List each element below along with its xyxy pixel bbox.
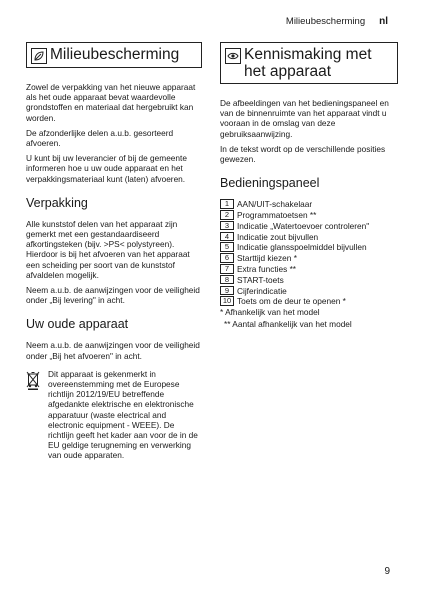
right-column — [220, 42, 398, 330]
footnote-model: * Afhankelijk van het model — [220, 307, 320, 318]
item-number: 5 — [220, 242, 234, 252]
right-section-title: Kennismaking met het apparaat — [244, 46, 372, 80]
crossed-out-wheelie-bin-icon — [26, 370, 40, 466]
old-appliance-paragraph: Neem a.u.b. de aanwijzingen voor de veiligheid onder „Bij het afvoeren" in acht. — [26, 340, 200, 361]
list-item — [220, 296, 398, 306]
packaging-paragraph: Neem a.u.b. de aanwijzingen voor de veiligheid onder „Bij levering" in acht. — [26, 285, 200, 306]
list-item — [220, 221, 398, 231]
list-item — [220, 275, 398, 285]
header-section: Milieubescherming — [285, 16, 366, 27]
weee-paragraph: Dit apparaat is gekenmerkt in overeenstemming met de Europese richtlijn 2012/19/EU betreffende afgedankte elektrische en elektronische apparatuur (waste electrical and electronic equipment - WEEE). De richtlijn geeft het kader aan voor de in de EU geldige terugneming en verwerking van oude apparaten. — [48, 368, 198, 461]
item-number: 6 — [220, 253, 234, 263]
list-item — [220, 264, 398, 274]
item-number: 8 — [220, 275, 234, 285]
item-number: 9 — [220, 286, 234, 296]
item-number: 3 — [220, 221, 234, 231]
eye-icon — [225, 48, 241, 64]
item-label: Cijferindicatie — [237, 285, 287, 296]
list-item — [220, 253, 398, 263]
page-number: 9 — [384, 566, 390, 577]
list-item — [220, 286, 398, 296]
item-label: Starttijd kiezen * — [237, 253, 297, 264]
list-item — [220, 199, 398, 209]
item-label: Indicatie glansspoelmiddel bijvullen — [237, 242, 367, 253]
item-number: 7 — [220, 264, 234, 274]
footnote-count: ** Aantal afhankelijk van het model — [224, 319, 352, 330]
item-number: 1 — [220, 199, 234, 209]
left-section-title: Milieubescherming — [50, 46, 180, 63]
list-item — [220, 232, 398, 242]
item-label: Indicatie „Watertoevoer controleren" — [237, 220, 370, 231]
item-number: 2 — [220, 210, 234, 220]
item-number: 4 — [220, 232, 234, 242]
right-heading-box — [220, 42, 398, 84]
item-label: Extra functies ** — [237, 264, 297, 274]
left-intro-paragraph: U kunt bij uw leverancier of bij de gemeente informeren hoe u uw oude apparaat en het verpakkingsmateriaal kunt (laten) afvoeren. — [26, 153, 187, 184]
item-label: Programmatoetsen ** — [237, 210, 317, 221]
left-intro-paragraph: Zowel de verpakking van het nieuwe apparaat als het oude apparaat bevat waardevolle grondstoffen en materiaal dat hergebruikt kan worden. — [26, 82, 196, 123]
item-label: Indicatie zout bijvullen — [237, 231, 319, 242]
running-header — [286, 16, 388, 27]
header-language: nl — [379, 16, 388, 27]
left-column — [26, 42, 202, 466]
weee-notice — [26, 369, 202, 466]
item-label: START-toets — [237, 274, 284, 285]
item-label: AAN/UIT-schakelaar — [237, 199, 313, 210]
right-intro-paragraph: De afbeeldingen van het bedieningspaneel en van de binnenruimte van het apparaat vindt u vooraan in de omslag van deze gebruiksaanwijzing. — [220, 98, 389, 139]
packaging-heading: Verpakking — [26, 195, 88, 210]
item-number: 10 — [220, 296, 234, 306]
environment-leaf-icon — [31, 48, 47, 64]
left-intro-paragraph: De afzonderlijke delen a.u.b. gesorteerd afvoeren. — [26, 127, 174, 149]
control-panel-heading: Bedieningspaneel — [220, 176, 320, 191]
right-intro-paragraph: In de tekst wordt op de verschillende posities gewezen. — [220, 143, 386, 165]
packaging-paragraph: Alle kunststof delen van het apparaat zijn gemerkt met een gestandaardiseerd afkortingsteken (bijv. >PS< polystyreen). Hierdoor is bij het afvoeren van het apparaat een scheiding per soort van de kunststof afvaldelen mogelijk. — [26, 218, 190, 280]
left-heading-box — [26, 42, 202, 68]
list-item — [220, 242, 398, 252]
list-item — [220, 210, 398, 220]
item-label: Toets om de deur te openen * — [237, 296, 346, 307]
old-appliance-heading: Uw oude apparaat — [26, 317, 129, 332]
control-panel-list — [220, 199, 398, 306]
